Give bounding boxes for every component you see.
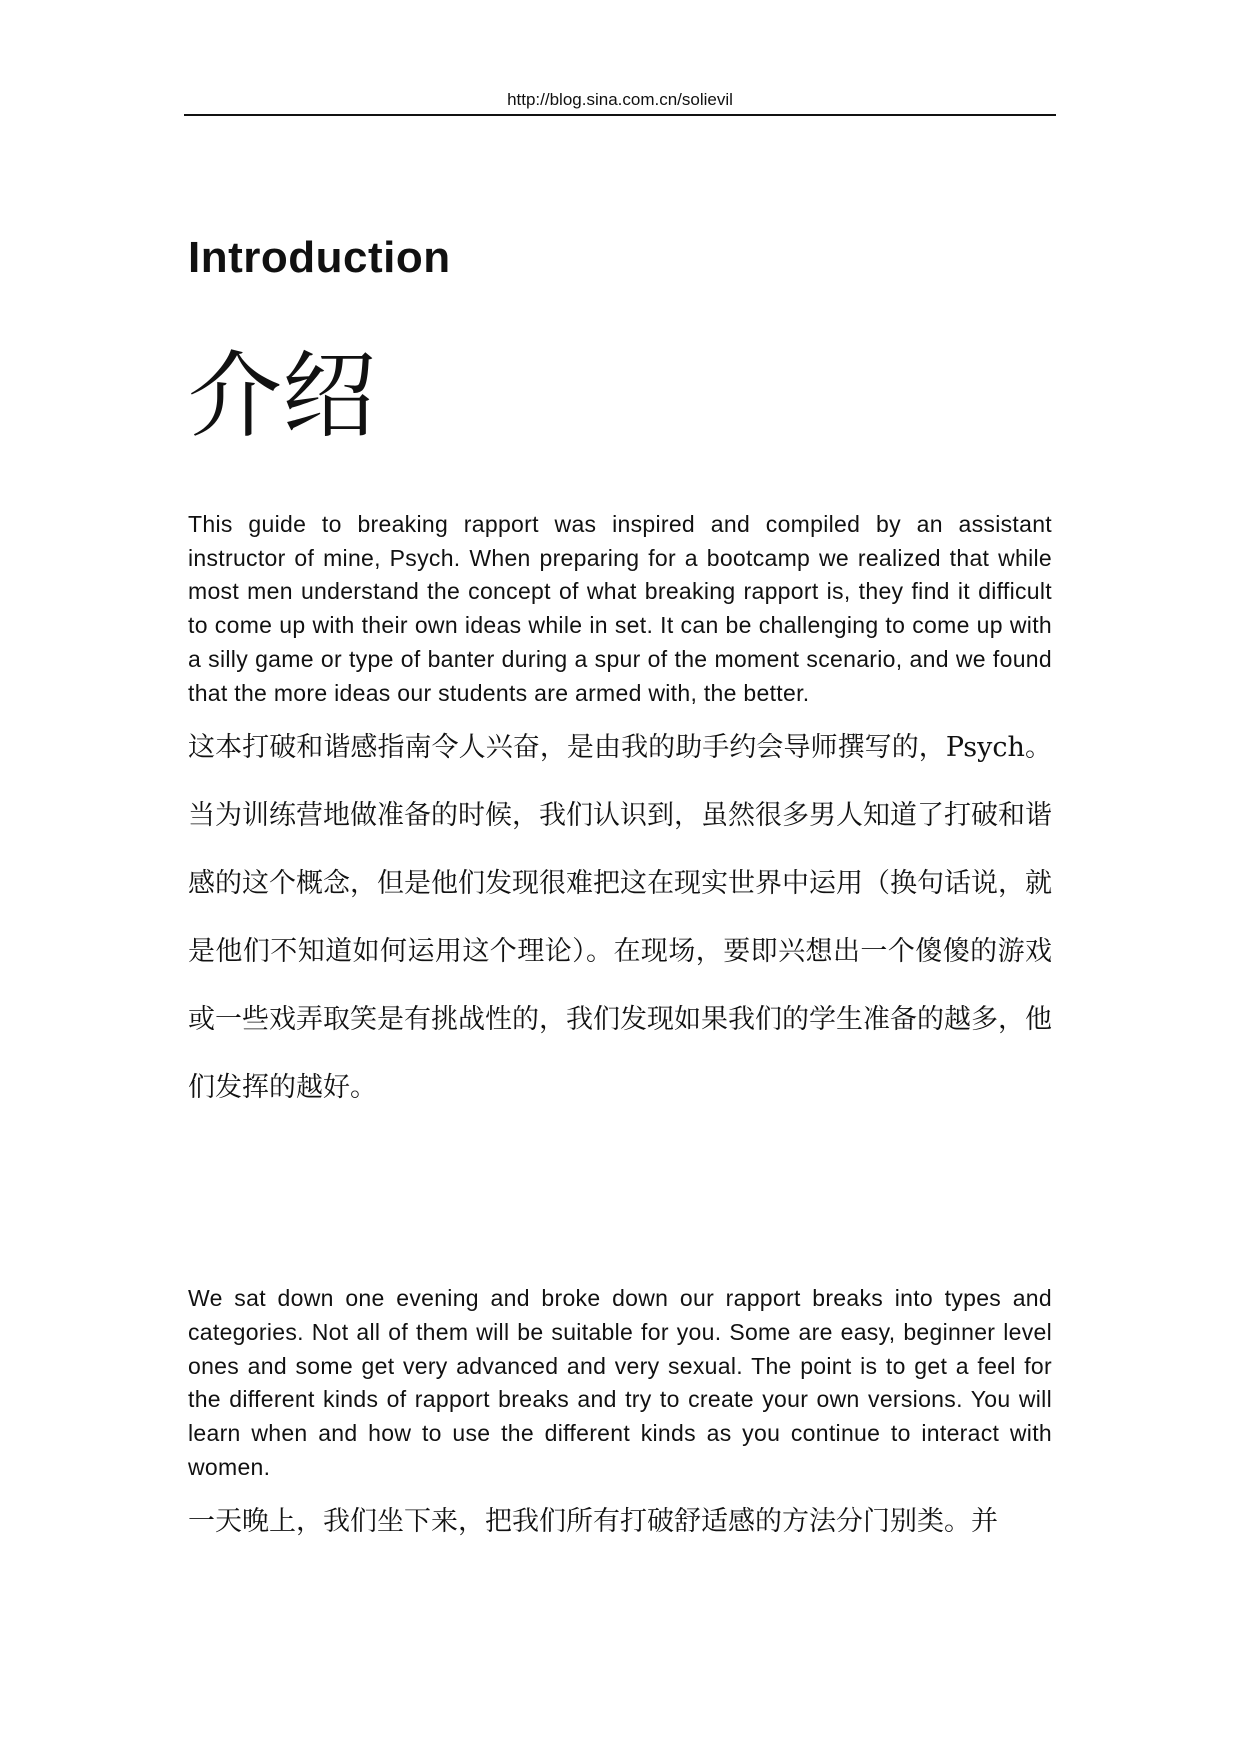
paragraph-1-english: This guide to breaking rapport was inspired and compiled by an assistant instructor of mine, Psych. When preparing for a bootcamp we realized that while most men understand the concept of what breaking rapport is, they find it difficult to come up with their own ideas while in set. It can be challenging to come up with a silly game or type of banter during a spur of the moment scenario, and we found that the more ideas our students are armed with, the better. [188,511,1052,706]
page-title-english: Introduction [188,233,451,282]
paragraph-1-chinese: 这本打破和谐感指南令人兴奋，是由我的助手约会导师撰写的，Psych。 当为训练营地做准备的时候，我们认识到，虽然很多男人知道了打破和谐感的这个概念，但是他们发现很难把这在现实世界中运用（换句话说，就是他们不知道如何运用这个理论）。在现场，要即兴想出一个傻傻的游戏或一些戏弄取笑是有挑战性的，我们发现如果我们的学生准备的越多，他们发挥的越好。 [188,732,1052,1104]
header-url: http://blog.sina.com.cn/solievil [507,90,733,109]
paragraph-2-chinese: 一天晚上，我们坐下来，把我们所有打破舒适感的方法分门别类。并 [188,1506,998,1538]
page-header [184,86,1056,116]
document-body [188,230,1052,1556]
paragraph-2-english: We sat down one evening and broke down our rapport breaks into types and categories. Not all of them will be suitable for you. Some are easy, beginner level ones and some get very advanced and very sexual. The point is to get a feel for the different kinds of rapport breaks and try to create your own versions. You will learn when and how to use the different kinds as you continue to interact with women. [188,1285,1052,1480]
page-title-chinese: 介绍 [188,342,377,451]
